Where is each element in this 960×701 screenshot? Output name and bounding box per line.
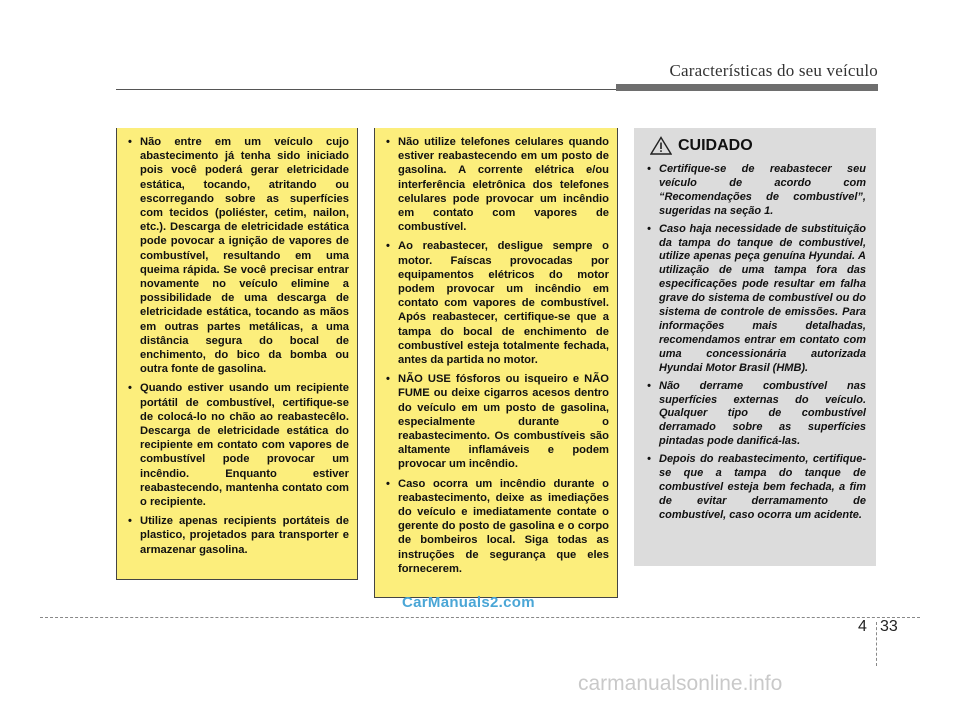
list-item-text: Não entre em um veículo cujo abastecimento já tenha sido iniciado pois você poderá gerar eletricidade estática, tocando, atritando ou escorregando sobre as superfícies com tecidos (poliéster, cetim, nailon, etc.). Descarga de eletricidade estática pode povocar a ignição de vapores de combustível, resultando em uma queima rápida. Se você precisar entrar novamente no veículo elimine a possibilidade de uma descarga de eletricidade estática, tocando as mãos em outras partes metálicas, a uma distância segura do bocal de enchimento, do bico da bomba ou outra fonte de gasolina. — [140, 136, 349, 376]
list-item — [127, 381, 349, 509]
list-item-text: Não derrame combustível nas superfícies externas do veículo. Qualquer tipo de combustível derramado sobre as superfícies pintadas pode danificá-las. — [659, 379, 866, 448]
bullet: • — [386, 373, 390, 386]
list-item — [127, 514, 349, 557]
list-item — [385, 135, 609, 234]
bullet: • — [647, 379, 651, 392]
bullet: • — [128, 136, 132, 148]
list-item-text: Certifique-se de reabastecer seu veículo de acordo com “Recomendações de combustível”, sugeridas na seção 1. — [659, 163, 866, 217]
list-item-text: Utilize apenas recipients portáteis de plastico, projetados para transporter e armazenar gasolina. — [140, 515, 349, 556]
caution-box — [634, 128, 876, 566]
warning-list-2 — [385, 135, 609, 576]
bullet: • — [128, 382, 132, 395]
chapter-number: 4 — [858, 618, 867, 635]
list-item — [385, 477, 609, 576]
footer-dashed-rule — [40, 617, 920, 618]
bullet: • — [128, 515, 132, 528]
bullet: • — [386, 477, 390, 490]
caution-list — [646, 163, 866, 523]
list-item-text: Depois do reabastecimento, certifique-se que a tampa do tanque de combustível esteja bem fechada, a fim de evitar derramamento de combustível, caso ocorra um acidente. — [659, 453, 866, 521]
header-rule-thin — [116, 89, 616, 90]
warning-column-2 — [374, 128, 618, 598]
warning-list-1 — [127, 135, 349, 557]
watermark-text: carmanualsonline.info — [578, 672, 783, 695]
bullet: • — [647, 453, 651, 466]
list-item — [646, 223, 866, 376]
bullet: • — [386, 136, 390, 148]
list-item-text: Não utilize telefones celulares quando estiver reabastecendo em um posto de gasolina. A corrente elétrica e/ou interferência eletrônica dos telefones celulares pode provocar um incêndio em contato com vapores de combustível. — [398, 136, 609, 234]
page-header-title: Características do seu veículo — [669, 61, 878, 80]
bullet: • — [386, 240, 390, 253]
footer-dashed-divider — [876, 622, 877, 666]
page-number: 33 — [880, 618, 898, 635]
list-item — [385, 239, 609, 367]
watermark-link[interactable]: CarManuals2.com — [402, 594, 535, 611]
list-item-text: Ao reabastecer, desligue sempre o motor. Faíscas provocadas por equipamentos elétricos do motor podem provocar um incêndio em contato com vapores de combustível. Após reabastecer, certifique-se que a tampa do bocal de enchimento de combustível esteja totalmente fechada, antes da partida no motor. — [398, 240, 609, 367]
list-item — [646, 163, 866, 219]
list-item — [646, 380, 866, 450]
warning-triangle-icon — [650, 136, 672, 155]
list-item — [127, 135, 349, 376]
bullet: • — [647, 222, 651, 235]
bullet: • — [647, 163, 651, 175]
header-rule-thick — [616, 84, 878, 91]
list-item-text: NÃO USE fósforos ou isqueiro e NÃO FUME ou deixe cigarros acesos dentro do veículo em um posto de gasolina, especialmente durante o reabastecimento. Os combustíveis são altamente inflamáveis e podem provocar um incêndio. — [398, 373, 609, 471]
warning-column-1 — [116, 128, 358, 580]
list-item — [646, 453, 866, 523]
caution-header — [650, 136, 866, 155]
list-item — [385, 372, 609, 471]
list-item-text: Caso haja necessidade de substituição da tampa do tanque de combustível, utilize apenas peça genuína Hyundai. A utilização de uma tampa fora das especificações pode resultar em falha grave do sistema de combustível ou do sistema de controle de emissões. Para informações mais detalhadas, recomendamos entrar em contato com uma concessionária autorizada Hyundai Motor Brasil (HMB). — [659, 222, 866, 374]
list-item-text: Caso ocorra um incêndio durante o reabastecimento, deixe as imediações do veículo e imediatamente contate o gerente do posto de gasolina e o corpo de bombeiros local. Siga todas as instruções de segurança que eles fornecerem. — [398, 477, 609, 575]
list-item-text: Quando estiver usando um recipiente portátil de combustível, certifique-se de colocá-lo no chão ao reabastecêlo. Descarga de eletricidade estática do recipiente em contato com vapores de combustível pode provocar um incêndio. Enquanto estiver reabastecendo, mantenha contato com o recipiente. — [140, 382, 349, 509]
caution-title: CUIDADO — [678, 136, 753, 154]
